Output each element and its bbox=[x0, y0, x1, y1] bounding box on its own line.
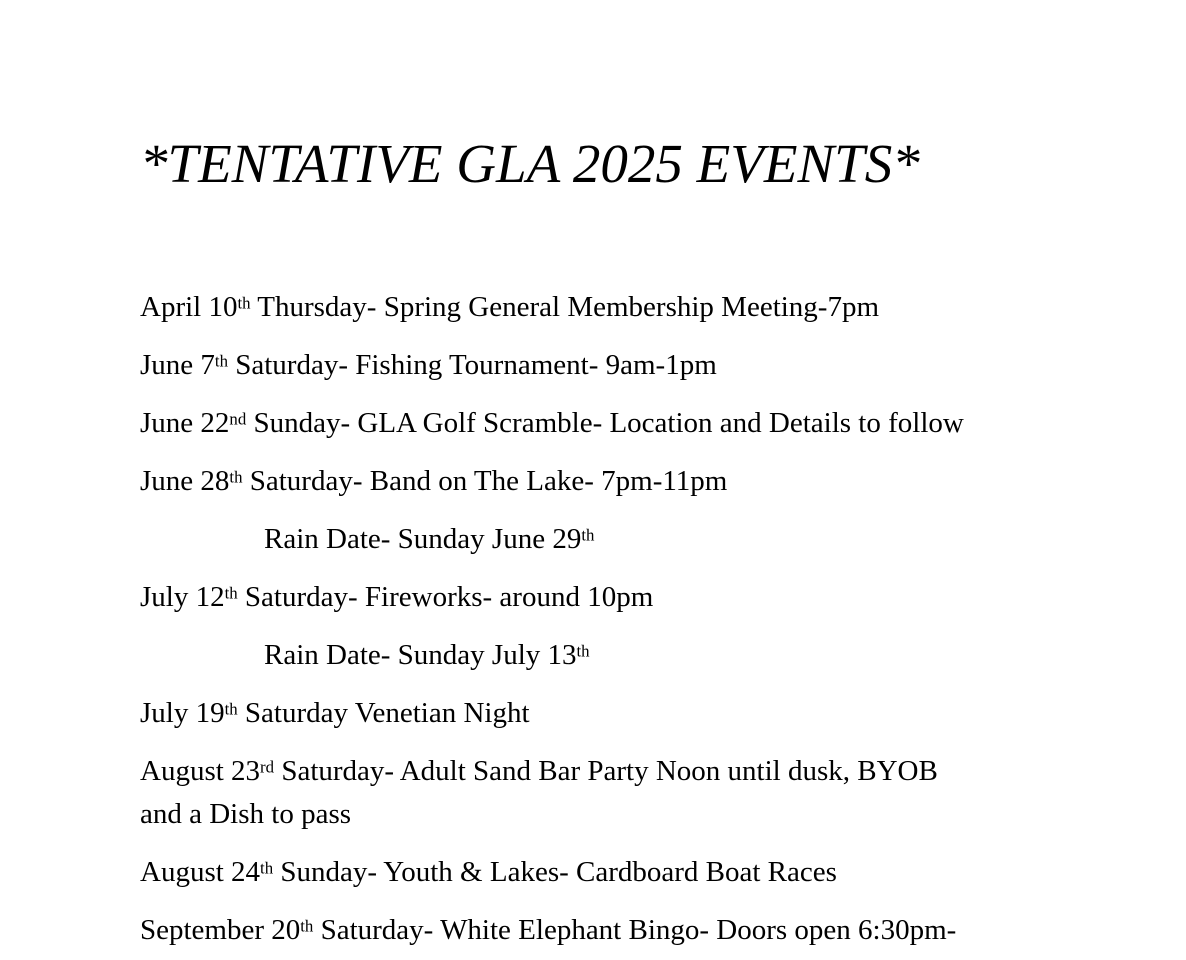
event-text-segment: August 23 bbox=[140, 755, 261, 787]
event-line bbox=[140, 909, 1060, 952]
event-text-segment: Rain Date- Sunday July 13 bbox=[264, 639, 577, 671]
event-paragraph bbox=[140, 402, 1060, 445]
event-text-segment: September 20 bbox=[140, 914, 301, 946]
event-text-segment: July 12 bbox=[140, 581, 225, 613]
event-line bbox=[140, 576, 1060, 619]
event-line bbox=[140, 692, 1060, 735]
event-paragraph bbox=[140, 344, 1060, 387]
event-line bbox=[140, 750, 1060, 793]
event-text-segment: June 28 bbox=[140, 465, 230, 497]
ordinal-suffix: th bbox=[300, 916, 314, 936]
event-line bbox=[140, 460, 1060, 503]
event-text-segment: July 19 bbox=[140, 697, 225, 729]
event-text-segment: Saturday Venetian Night bbox=[237, 697, 530, 729]
event-line bbox=[140, 793, 1060, 836]
ordinal-suffix: th bbox=[214, 351, 228, 371]
event-text-segment: Sunday- GLA Golf Scramble- Location and Details to follow bbox=[246, 407, 964, 439]
ordinal-suffix: th bbox=[229, 467, 243, 487]
ordinal-suffix: th bbox=[576, 641, 590, 661]
event-text-segment: Saturday- White Elephant Bingo- Doors open 6:30pm- bbox=[313, 914, 957, 946]
event-line bbox=[140, 344, 1060, 387]
event-text-segment: and a Dish to pass bbox=[140, 798, 352, 830]
event-text-segment: Saturday- Band on The Lake- 7pm-11pm bbox=[242, 465, 728, 497]
event-text-segment: Sunday- Youth & Lakes- Cardboard Boat Races bbox=[273, 856, 837, 888]
event-text-segment: Saturday- Adult Sand Bar Party Noon until dusk, BYOB bbox=[274, 755, 938, 787]
ordinal-suffix: th bbox=[581, 525, 595, 545]
event-paragraph bbox=[140, 518, 1060, 561]
event-text-segment: Rain Date- Sunday June 29 bbox=[264, 523, 582, 555]
ordinal-suffix: rd bbox=[260, 757, 275, 777]
ordinal-suffix: nd bbox=[229, 409, 247, 429]
event-paragraph bbox=[140, 286, 1060, 329]
event-text-segment: April 10 bbox=[140, 291, 238, 323]
event-paragraph bbox=[140, 634, 1060, 677]
ordinal-suffix: th bbox=[224, 583, 238, 603]
event-line bbox=[140, 518, 1060, 561]
event-paragraph bbox=[140, 692, 1060, 735]
event-line bbox=[140, 286, 1060, 329]
page-title: *TENTATIVE GLA 2025 EVENTS* bbox=[140, 133, 920, 194]
event-paragraph bbox=[140, 576, 1060, 619]
events-list bbox=[140, 286, 1060, 952]
event-text-segment: Saturday- Fireworks- around 10pm bbox=[237, 581, 654, 613]
event-line bbox=[140, 402, 1060, 445]
event-paragraph bbox=[140, 460, 1060, 503]
event-text-segment: June 7 bbox=[140, 349, 215, 381]
event-line bbox=[140, 851, 1060, 894]
ordinal-suffix: th bbox=[237, 293, 251, 313]
ordinal-suffix: th bbox=[224, 699, 238, 719]
event-text-segment: August 24 bbox=[140, 856, 261, 888]
event-text-segment: Saturday- Fishing Tournament- 9am-1pm bbox=[228, 349, 717, 381]
ordinal-suffix: th bbox=[260, 858, 274, 878]
event-line bbox=[140, 634, 1060, 677]
event-paragraph bbox=[140, 750, 1060, 836]
event-paragraph bbox=[140, 851, 1060, 894]
event-text-segment: Thursday- Spring General Membership Meeting-7pm bbox=[250, 291, 880, 323]
event-text-segment: June 22 bbox=[140, 407, 230, 439]
event-paragraph bbox=[140, 909, 1060, 952]
